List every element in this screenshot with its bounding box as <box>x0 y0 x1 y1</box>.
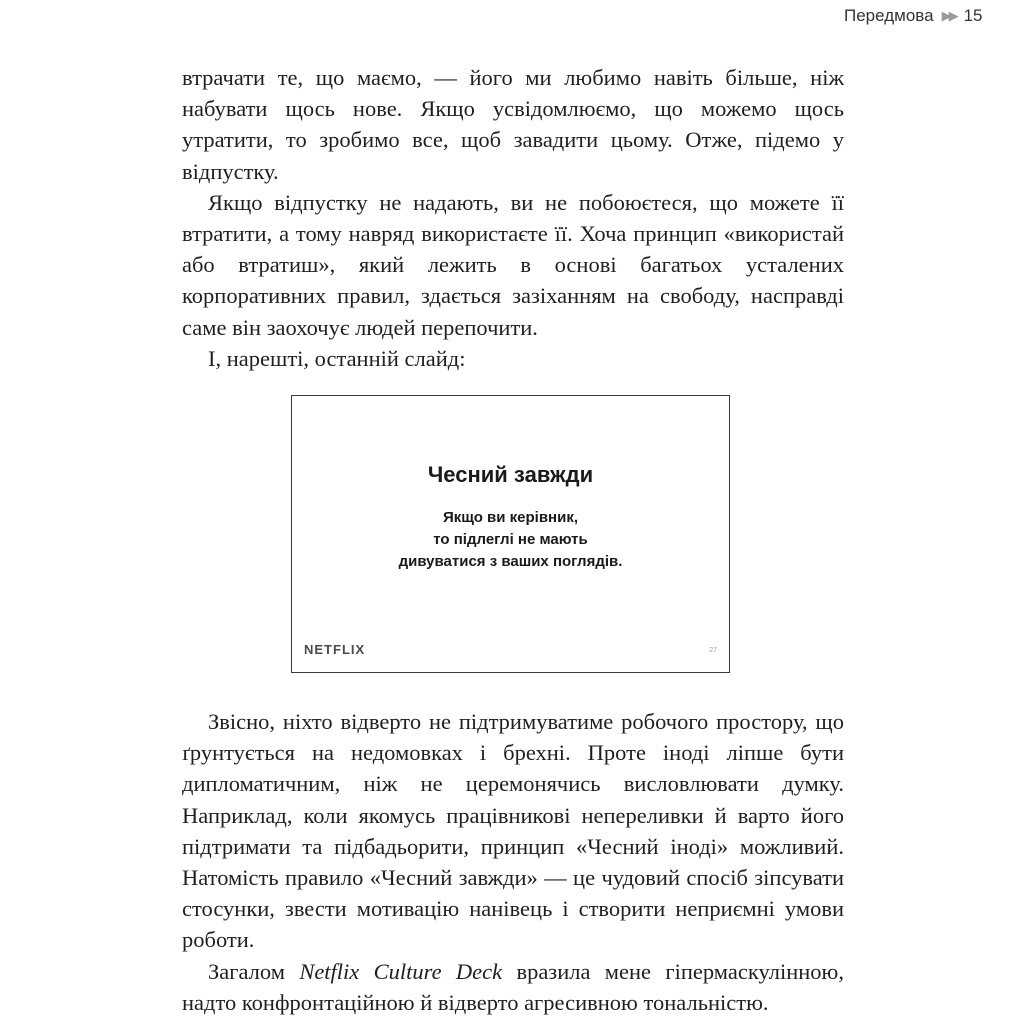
double-arrow-icon: ▶▶ <box>941 8 956 23</box>
slide-title: Чесний завжди <box>427 462 594 487</box>
top-text <box>182 62 844 374</box>
slide-body-line: Якщо ви керівник, <box>442 509 579 526</box>
slide-body-line: то підлеглі не мають <box>433 531 588 548</box>
paragraph-text: вразила мене гіпермаскулінною, надто конфронтаційною й відверто агресивною тональністю. <box>182 958 844 1015</box>
netflix-logo: NETFLIX <box>304 642 366 657</box>
paragraph: І, нарешті, останній слайд: <box>208 345 466 371</box>
paragraph: Звісно, ніхто відверто не підтримуватиме робочого простору, що ґрунтується на недомовках і брехні. Проте іноді ліпше бути дипломатичним, ніж не церемонячись висловлювати думку. Наприклад, коли якомусь працівникові непереливки й варто його підтримати та підбадьорити, принцип «Чесний іноді» можливий. Натомість правило «Чесний завжди» — це чудовий спосіб зіпсувати стосунки, звести мотивацію нанівець і створити неприємні умови роботи. <box>182 709 844 953</box>
section-title: Передмова <box>844 6 934 25</box>
paragraph: втрачати те, що маємо, — його ми любимо навіть більше, ніж набувати щось нове. Якщо усвідомлюємо, що можемо щось утратити, то зробимо все, щоб завадити цьому. Отже, підемо у відпустку. <box>182 65 844 184</box>
paragraph-text: Загалом <box>208 958 300 984</box>
running-head <box>844 6 983 26</box>
bottom-text <box>182 706 844 1018</box>
slide-body-line: дивуватися з ваших поглядів. <box>398 553 623 570</box>
slide-body <box>292 507 729 573</box>
page-number: 15 <box>963 6 983 25</box>
paragraph <box>182 956 844 1018</box>
italic-title: Netflix Culture Deck <box>299 958 503 984</box>
slide-figure <box>291 395 730 673</box>
paragraph: Якщо відпустку не надають, ви не побоюєтеся, що можете її втратити, а тому навряд використаєте її. Хоча принцип «використай або втратиш», який лежить в основі багатьох усталених корпоративних правил, здається зазіханням на свободу, насправді саме він заохочує людей перепочити. <box>182 189 844 340</box>
slide-number: 27 <box>709 647 717 654</box>
